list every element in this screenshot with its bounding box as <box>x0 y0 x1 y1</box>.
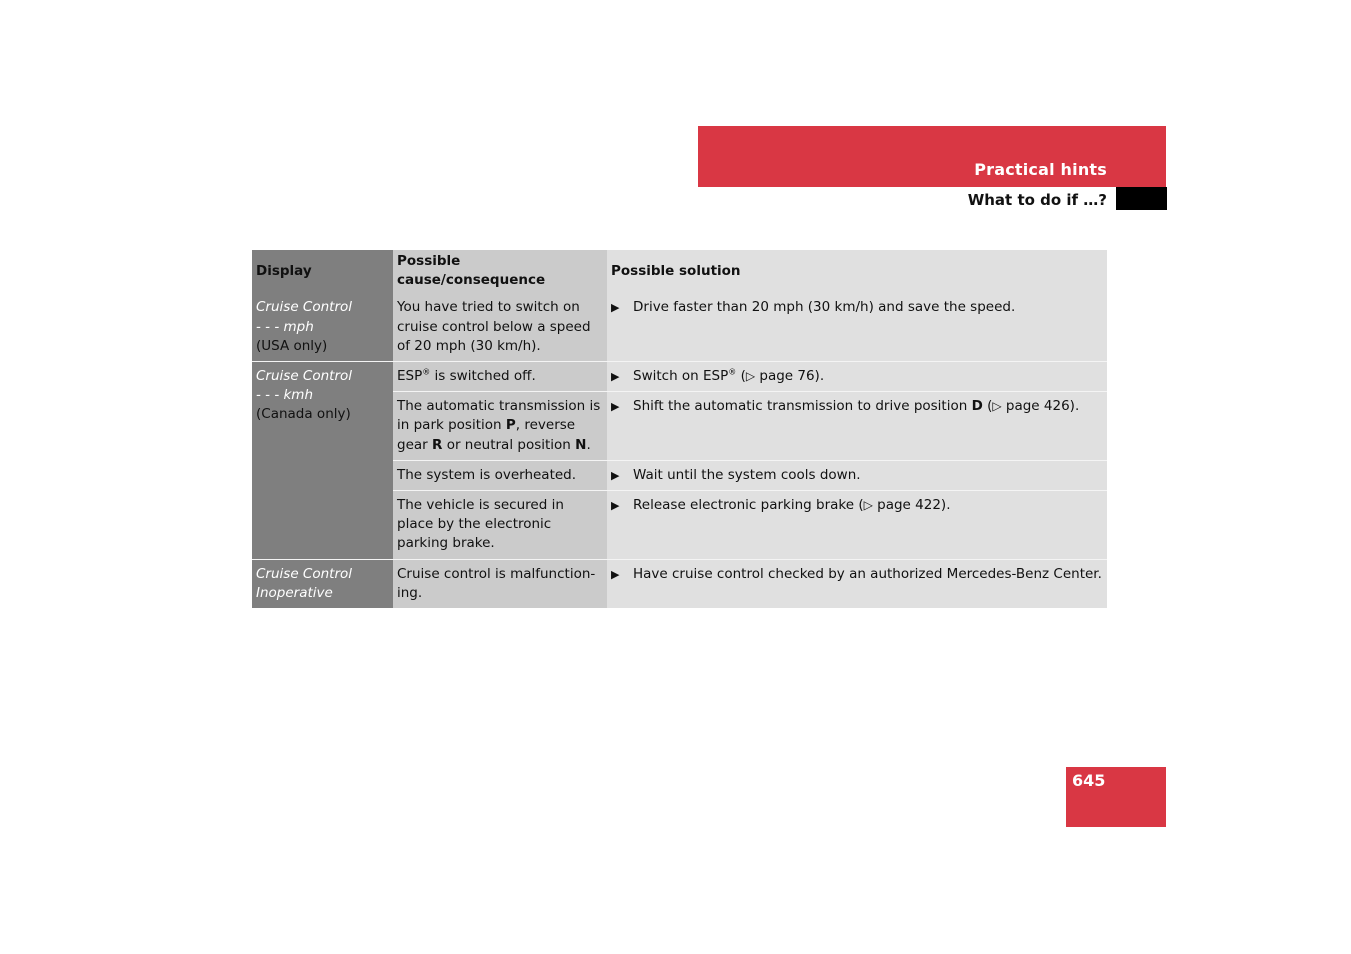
gear-position-r: R <box>432 436 443 453</box>
cause-text: , reverse gear <box>397 417 576 453</box>
bullet-arrow-icon: ▶ <box>611 301 620 315</box>
column-header-solution: Possible solution <box>607 250 1107 293</box>
cause-text: . <box>586 436 591 453</box>
display-text: Cruise Control <box>256 299 353 316</box>
cause-cell: You have tried to switch on cruise control below a speed of 20 mph (30 km/h). <box>393 293 607 361</box>
column-header-cause: Possible cause/consequence <box>393 250 607 293</box>
page-reference-link[interactable]: page 422). <box>872 497 951 514</box>
solution-cell <box>607 392 1107 461</box>
display-text: Inoperative <box>256 584 333 601</box>
solution-cell <box>607 460 1107 490</box>
solution-cell <box>607 362 1107 392</box>
cause-cell: The system is overheated. <box>393 460 607 490</box>
bullet-arrow-icon: ▶ <box>611 499 620 513</box>
display-cell <box>252 559 393 608</box>
solution-text: Wait until the system cools down. <box>633 466 861 483</box>
cause-text: The automatic transmission is in park position <box>397 398 601 434</box>
solution-text-part: Switch on ESP <box>633 368 729 385</box>
bullet-arrow-icon: ▶ <box>611 567 620 581</box>
page-reference-icon[interactable]: ▷ <box>992 399 1002 414</box>
display-cell <box>252 362 393 560</box>
table-row <box>252 293 1107 361</box>
display-text: Cruise Control <box>256 565 353 582</box>
solution-cell <box>607 491 1107 560</box>
bullet-arrow-icon: ▶ <box>611 468 620 482</box>
page-number: 645 <box>1072 771 1106 790</box>
cause-cell <box>393 362 607 392</box>
section-title: What to do if …? <box>967 191 1107 209</box>
page-reference-link[interactable]: page 426). <box>1001 398 1080 415</box>
table-header-row <box>252 250 1107 293</box>
cause-cell: Cruise control is malfunction-ing. <box>393 559 607 608</box>
display-note: (Canada only) <box>256 406 351 423</box>
display-cell <box>252 293 393 361</box>
troubleshooting-table <box>252 250 1107 608</box>
solution-cell <box>607 293 1107 361</box>
display-text: Cruise Control <box>256 368 353 385</box>
solution-text <box>633 397 1079 416</box>
solution-text: Drive faster than 20 mph (30 km/h) and save the speed. <box>633 299 1016 316</box>
cause-cell: The vehicle is secured in place by the electronic parking brake. <box>393 491 607 560</box>
bullet-arrow-icon: ▶ <box>611 400 620 414</box>
gear-position-d: D <box>971 398 983 415</box>
solution-text <box>633 496 950 515</box>
display-text: - - - kmh <box>256 387 314 404</box>
section-marker-tab <box>1116 187 1167 210</box>
cause-text: is switched off. <box>430 368 536 385</box>
gear-position-n: N <box>575 436 587 453</box>
registered-mark: ® <box>422 367 431 377</box>
registered-mark: ® <box>728 367 737 377</box>
bullet-arrow-icon: ▶ <box>611 370 620 384</box>
solution-text <box>633 367 824 386</box>
cause-text: or neutral position <box>442 436 576 453</box>
solution-text-part: Release electronic parking brake ( <box>633 497 864 514</box>
solution-text-part: Shift the automatic transmission to drive position <box>633 398 972 415</box>
cause-text: ESP <box>397 368 423 385</box>
solution-text-part: ( <box>736 368 746 385</box>
page-number-tab <box>1066 767 1166 827</box>
table-row <box>252 362 1107 392</box>
page-reference-icon[interactable]: ▷ <box>863 498 873 513</box>
column-header-display: Display <box>252 250 393 293</box>
chapter-title: Practical hints <box>974 160 1107 179</box>
gear-position-p: P <box>505 417 516 434</box>
display-text: - - - mph <box>256 318 314 335</box>
solution-text-part: ( <box>982 398 993 415</box>
page-reference-icon[interactable]: ▷ <box>745 369 756 384</box>
page-reference-link[interactable]: page 76). <box>755 368 825 385</box>
display-note: (USA only) <box>256 337 328 354</box>
cause-cell <box>393 392 607 461</box>
solution-cell <box>607 559 1107 608</box>
table-row <box>252 559 1107 608</box>
solution-text: Have cruise control checked by an authorized Mercedes-Benz Center. <box>633 565 1102 582</box>
